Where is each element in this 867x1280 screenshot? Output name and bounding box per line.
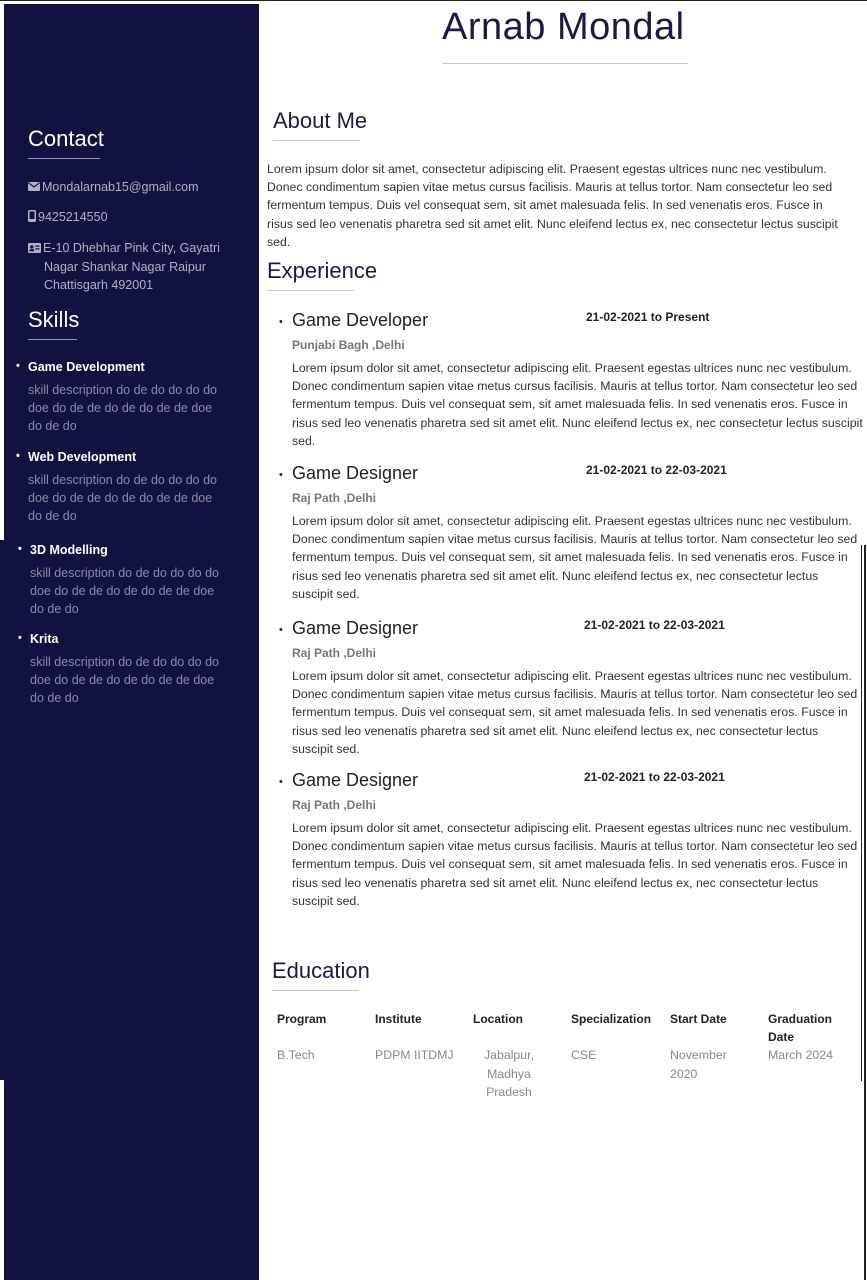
- contact-phone-row: [28, 208, 108, 226]
- title-rule: [442, 63, 688, 64]
- id-card-icon: [28, 243, 41, 253]
- job-location: Raj Path ,Delhi: [292, 491, 377, 505]
- job-description: Lorem ipsum dolor sit amet, consectetur adipiscing elit. Praesent egestas ultrices nunc nec vestibulum. Donec condimentum sapien vitae metus cursus facilisis. Mauris at tellus tortor. Nam consectetur leo sed fermentum tempus. Duis vel consequat sem, sit amet malesuada felis. In sed venenatis eros. Fusce in risus sed leo venenatis pharetra sed sit amet elit. Nunc eleifend lectus ex, nec consectetur lectus suscipit sed.: [292, 669, 858, 756]
- education-heading-rule: [272, 990, 359, 991]
- job-location: Raj Path ,Delhi: [292, 646, 377, 660]
- experience-heading: Experience: [267, 258, 378, 283]
- skill-description: skill description do de do do do do doe do de de do de do de de doe do de do: [28, 383, 218, 434]
- skill-description: skill description do de do do do do doe do de de do de do de de doe do de do: [30, 655, 220, 706]
- job-title: Game Designer: [292, 770, 419, 790]
- page-title: Arnab Mondal: [442, 6, 685, 48]
- job-description: Lorem ipsum dolor sit amet, consectetur adipiscing elit. Praesent egestas ultrices nunc nec vestibulum. Donec condimentum sapien vitae metus cursus facilisis. Mauris at tellus tortor. Nam consectetur leo sed fermentum tempus. Duis vel consequat sem, sit amet malesuada felis. In sed venenatis eros. Fusce in risus sed leo venenatis pharetra sed sit amet elit. Nunc eleifend lectus ex, nec consectetur lectus suscipit sed.: [292, 514, 858, 601]
- job-date: 21-02-2021 to Present: [586, 310, 710, 324]
- contact-heading-rule: [28, 158, 100, 159]
- about-heading: About Me: [273, 108, 368, 133]
- contact-address-row: [28, 239, 220, 257]
- job-location: Raj Path ,Delhi: [292, 798, 377, 812]
- experience-heading-rule: [267, 290, 354, 291]
- table-cell-graduation-date: March 2024: [768, 1048, 833, 1062]
- table-cell-location: Jabalpur, Madhya Pradesh: [484, 1048, 534, 1099]
- table-cell-specialization: CSE: [571, 1048, 597, 1062]
- list-bullet: •: [279, 776, 283, 788]
- job-title: Game Designer: [292, 618, 419, 638]
- about-text: Lorem ipsum dolor sit amet, consectetur adipiscing elit. Praesent egestas ultrices nunc nec vestibulum. Donec condimentum sapien vitae metus cursus facilisis. Mauris at tellus tortor. Nam consectetur leo sed fermentum tempus. Duis vel consequat sem, sit amet malesuada felis. In sed venenatis eros. Fusce in risus sed leo venenatis pharetra sed sit amet elit. Nunc eleifend lectus ex, nec consectetur lectus suscipit sed.: [267, 162, 838, 249]
- table-header-specialization: Specialization: [571, 1012, 652, 1026]
- table-header-start-date: Start Date: [670, 1012, 727, 1026]
- skill-title: • Game Development: [28, 360, 145, 374]
- job-description: Lorem ipsum dolor sit amet, consectetur adipiscing elit. Praesent egestas ultrices nunc nec vestibulum. Donec condimentum sapien vitae metus cursus facilisis. Mauris at tellus tortor. Nam consectetur leo sed fermentum tempus. Duis vel consequat sem, sit amet malesuada felis. In sed venenatis eros. Fusce in risus sed leo venenatis pharetra sed sit amet elit. Nunc eleifend lectus ex, nec consectetur lectus suscipit sed.: [292, 361, 863, 448]
- address-line-1: E-10 Dhebhar Pink City, Gayatri: [43, 241, 220, 255]
- table-header-graduation-date: Graduation Date: [768, 1012, 833, 1044]
- address-line-3: Chattisgarh 492001: [44, 278, 154, 292]
- skills-heading: Skills: [28, 307, 80, 332]
- list-bullet: •: [279, 624, 283, 636]
- job-date: 21-02-2021 to 22-03-2021: [584, 618, 725, 632]
- job-title: Game Designer: [292, 463, 419, 483]
- address-line-2: Nagar Shankar Nagar Raipur: [44, 260, 206, 274]
- contact-email-row[interactable]: [28, 178, 199, 196]
- table-cell-start-date: November 2020: [670, 1048, 727, 1081]
- frame-top-border: [0, 0, 867, 1]
- envelope-icon: [28, 182, 40, 192]
- table-cell-institute: PDPM IITDMJ: [375, 1048, 454, 1062]
- contact-email[interactable]: Mondalarnab15@gmail.com: [42, 180, 199, 194]
- education-heading: Education: [272, 958, 370, 983]
- job-location: Punjabi Bagh ,Delhi: [292, 338, 405, 352]
- phone-icon: [28, 210, 36, 222]
- about-heading-rule: [273, 140, 360, 141]
- table-header-program: Program: [277, 1012, 327, 1026]
- sidebar-edge: [0, 540, 4, 1080]
- skill-title: • Krita: [30, 632, 58, 646]
- skills-heading-rule: [28, 339, 77, 340]
- list-bullet: •: [279, 469, 283, 481]
- skill-description: skill description do de do do do do doe do de de do de do de de doe do de do: [30, 566, 220, 617]
- table-header-institute: Institute: [375, 1012, 422, 1026]
- contact-heading: Contact: [28, 126, 104, 151]
- table-cell-program: B.Tech: [277, 1048, 315, 1062]
- job-date: 21-02-2021 to 22-03-2021: [586, 463, 727, 477]
- contact-phone: 9425214550: [38, 210, 108, 224]
- frame-right-border-inner: [861, 545, 862, 1081]
- list-bullet: •: [279, 316, 283, 328]
- job-description: Lorem ipsum dolor sit amet, consectetur adipiscing elit. Praesent egestas ultrices nunc nec vestibulum. Donec condimentum sapien vitae metus cursus facilisis. Mauris at tellus tortor. Nam consectetur leo sed fermentum tempus. Duis vel consequat sem, sit amet malesuada felis. In sed venenatis eros. Fusce in risus sed leo venenatis pharetra sed sit amet elit. Nunc eleifend lectus ex, nec consectetur lectus suscipit sed.: [292, 821, 858, 908]
- table-header-location: Location: [473, 1012, 523, 1026]
- skill-title: • 3D Modelling: [30, 543, 108, 557]
- job-title: Game Developer: [292, 310, 429, 330]
- job-date: 21-02-2021 to 22-03-2021: [584, 770, 725, 784]
- skill-description: skill description do de do do do do doe do de de do de do de de doe do de do: [28, 473, 218, 524]
- frame-right-border: [864, 545, 866, 1280]
- skill-title: • Web Development: [28, 450, 136, 464]
